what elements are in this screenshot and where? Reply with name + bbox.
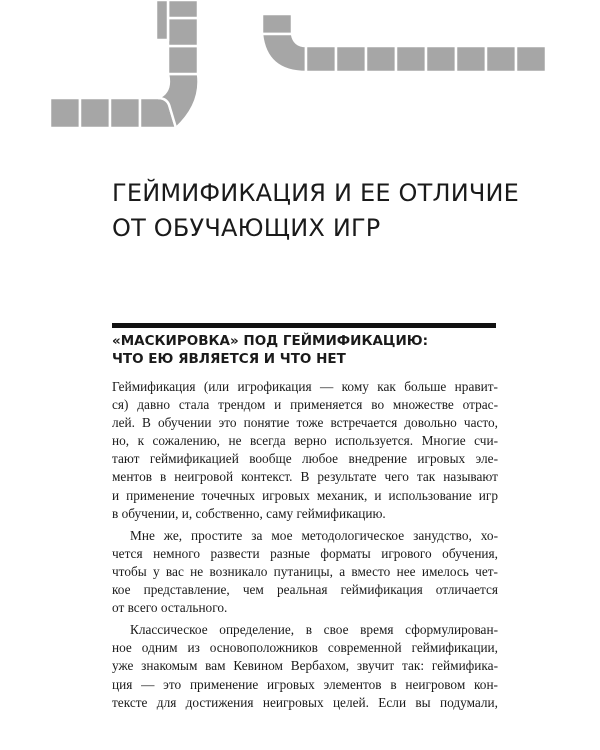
text-line: чтобы у вас не возникало путаницы, а вместо нее имелось чет- xyxy=(112,563,498,579)
section-title-line: ЧТО ЕЮ ЯВЛЯЕТСЯ И ЧТО НЕТ xyxy=(112,351,346,367)
text-line: чется немного развести разные форматы игрового обучения, xyxy=(112,545,498,561)
body-text xyxy=(112,378,498,716)
text-line: кое представление, чем реальная геймификация отличается xyxy=(112,582,498,598)
paragraph xyxy=(112,527,498,617)
chapter-title-line: ГЕЙМИФИКАЦИЯ И ЕЕ ОТЛИЧИЕ xyxy=(112,179,520,207)
text-line: тают геймификацией вообще любое внедрение игровых эле- xyxy=(112,451,498,467)
section-divider-rule xyxy=(112,323,496,328)
text-line: Геймификация (или игрофикация — кому как больше нравит- xyxy=(112,379,498,394)
section-title xyxy=(112,332,512,368)
text-line: от всего остального. xyxy=(112,600,228,616)
paragraph xyxy=(112,621,498,711)
text-line: ся) давно стала трендом и применяется во множестве отрас- xyxy=(112,397,498,413)
text-line: и применение точечных игровых механик, и использование игр xyxy=(112,487,498,503)
chapter-title xyxy=(112,176,552,246)
paragraph xyxy=(112,378,498,523)
text-line: лей. В обучении это понятие тоже встречается довольно часто, xyxy=(112,415,498,431)
text-line: ное одним из основоположников современной геймификации, xyxy=(112,640,498,656)
board-game-path-decoration xyxy=(0,0,600,140)
text-line: Классическое определение, в свое время сформулирован- xyxy=(130,622,498,638)
text-line: ция — это применение игровых элементов в неигровом кон- xyxy=(112,676,498,692)
text-line: ментов в неигровой контекст. В результате чего так называют xyxy=(112,469,498,485)
text-line: тексте для достижения неигровых целей. Если вы подумали, xyxy=(112,694,498,710)
text-line: Мне же, простите за мое методологическое занудство, хо- xyxy=(130,527,498,543)
section-title-line: «МАСКИРОВКА» ПОД ГЕЙМИФИКАЦИЮ: xyxy=(112,333,428,349)
chapter-title-line: ОТ ОБУЧАЮЩИХ ИГР xyxy=(112,214,381,242)
text-line: но, к сожалению, не всегда верно используется. Многие счи- xyxy=(112,433,498,449)
text-line: уже знакомым вам Кевином Вербахом, звучит так: геймифика- xyxy=(112,658,498,674)
text-line: в обучении, и, собственно, саму геймификацию. xyxy=(112,505,386,521)
